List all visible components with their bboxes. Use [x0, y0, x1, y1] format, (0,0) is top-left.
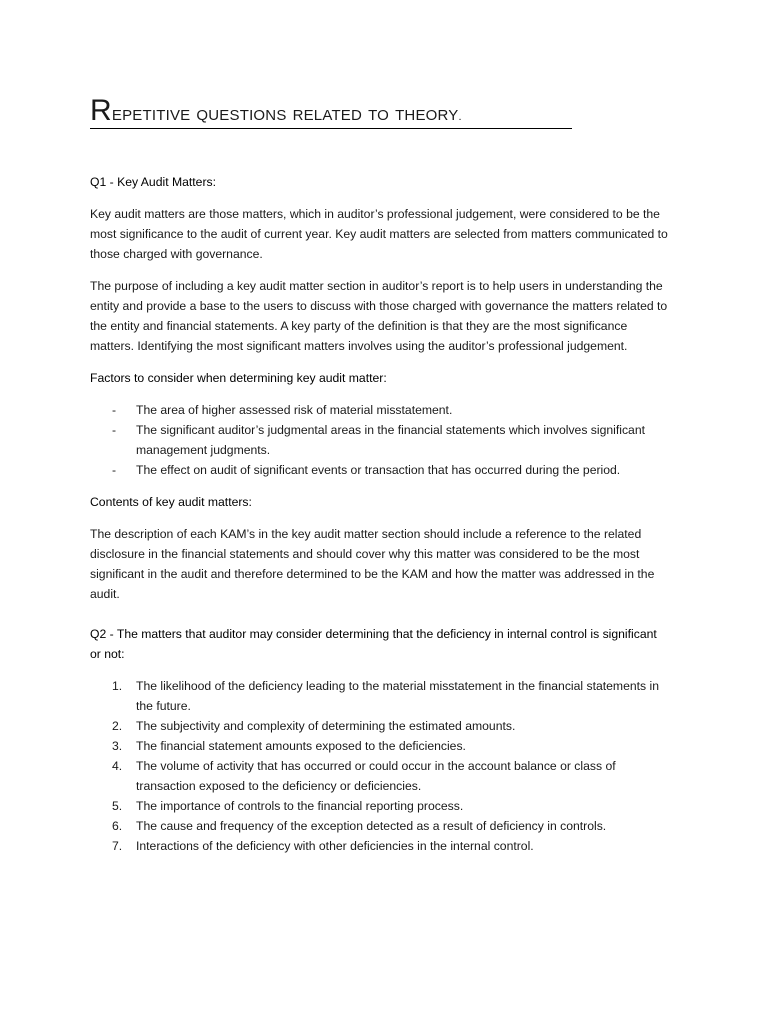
item-number: 5.: [112, 799, 123, 813]
item-text: The cause and frequency of the exception detected as a result of deficiency in controls.: [136, 819, 607, 833]
item-number: 1.: [112, 679, 123, 693]
q1-heading: Q1 - Key Audit Matters:: [90, 175, 216, 189]
factors-heading: Factors to consider when determining key audit matter:: [90, 371, 387, 385]
factor-text: The area of higher assessed risk of material misstatement.: [136, 403, 453, 417]
contents-heading: Contents of key audit matters:: [90, 495, 252, 509]
item-number: 7.: [112, 839, 123, 853]
list-item: [90, 796, 670, 816]
factors-list: [90, 400, 670, 480]
title-text: epetitive questions related to theory: [111, 102, 459, 125]
dash-marker: -: [112, 423, 117, 437]
item-text: The importance of controls to the financial reporting process.: [136, 799, 464, 813]
item-text: Interactions of the deficiency with other deficiencies in the internal control.: [136, 839, 534, 853]
document-body: [90, 172, 670, 868]
item-text: The likelihood of the deficiency leading to the material misstatement in the financial statements in the future.: [136, 679, 659, 713]
list-item: [90, 420, 670, 460]
list-item: [90, 400, 670, 420]
list-item: [90, 736, 670, 756]
factor-text: The significant auditor’s judgmental areas in the financial statements which involves significant management judgments.: [136, 423, 645, 457]
q2-heading: Q2 - The matters that auditor may consider determining that the deficiency in internal control is significant or not:: [90, 627, 657, 661]
dash-marker: -: [112, 403, 117, 417]
title-underline: [90, 128, 572, 129]
item-text: The subjectivity and complexity of determining the estimated amounts.: [136, 719, 516, 733]
item-text: The volume of activity that has occurred or could occur in the account balance or class of transaction exposed to the deficiency or deficiencies.: [136, 759, 616, 793]
page-title: [90, 94, 462, 128]
q1-paragraph-2: The purpose of including a key audit matter section in auditor’s report is to help users in understanding the entity and provide a base to the users to discuss with those charged with governance the matters related to the entity and financial statements. A key party of the definition is that they are the most significance matters. Identifying the most significant matters involves using the auditor’s professional judgement.: [90, 279, 668, 353]
item-number: 6.: [112, 819, 123, 833]
title-period: .: [458, 111, 462, 123]
dash-marker: -: [112, 463, 117, 477]
q1-paragraph-1: Key audit matters are those matters, which in auditor’s professional judgement, were considered to be the most significance to the audit of current year. Key audit matters are selected from matters communicated to those charged with governance.: [90, 207, 668, 261]
deficiency-matters-list: [90, 676, 670, 856]
list-item: [90, 756, 670, 796]
factor-text: The effect on audit of significant events or transaction that has occurred during the period.: [136, 463, 621, 477]
list-item: [90, 460, 670, 480]
title-first-letter: R: [90, 94, 112, 127]
item-number: 2.: [112, 719, 123, 733]
list-item: [90, 716, 670, 736]
list-item: [90, 836, 670, 856]
item-number: 3.: [112, 739, 123, 753]
contents-paragraph: The description of each KAM’s in the key audit matter section should include a reference to the related disclosure in the financial statements and should cover why this matter was considered to be the most significant in the audit and therefore determined to be the KAM and how the matter was addressed in the audit.: [90, 527, 655, 601]
list-item: [90, 816, 670, 836]
item-text: The financial statement amounts exposed to the deficiencies.: [136, 739, 466, 753]
list-item: [90, 676, 670, 716]
item-number: 4.: [112, 759, 123, 773]
